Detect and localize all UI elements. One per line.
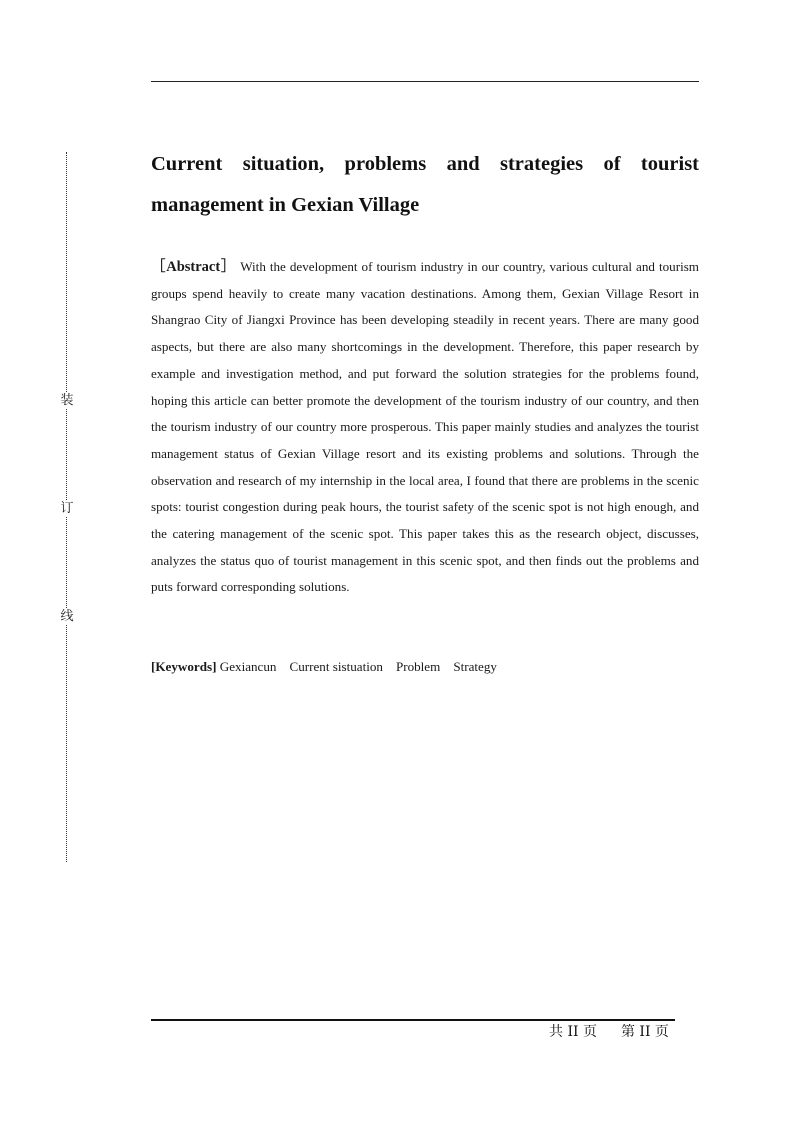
total-pages: 共 II 页 [549, 1024, 597, 1040]
abstract-paragraph [151, 254, 699, 601]
binding-char-xian: 线 [57, 609, 77, 625]
binding-char-ding: 订 [57, 501, 77, 517]
header-rule [151, 81, 699, 82]
keyword-item: Gexiancun [219, 659, 277, 674]
page-info [549, 1022, 669, 1042]
keyword-item: Problem [395, 659, 441, 674]
keywords-line [151, 656, 699, 678]
keywords-label: [Keywords] [151, 659, 217, 674]
current-page: 第 II 页 [620, 1024, 669, 1040]
paper-title: Current situation, problems and strategies of tourist management in Gexian Village [151, 153, 699, 216]
binding-char-zhuang: 装 [57, 393, 77, 409]
abstract-text: With the development of tourism industry in our country, various cultural and tourism groups spend heavily to create many vacation destinations. Among them, Gexian Village Resort in Shangrao City of Jiangxi Province has been developing steadily in recent years. There are many good aspects, but there are also many shortcomings in the development. Therefore, this paper research by example and investigation method, and put forward the solution strategies for the problems found, hoping this article can better promote the development of the tourism industry of our country, and then the tourism industry of our country more prosperous. This paper mainly studies and analyzes the tourist management status of Gexian Village resort and its existing problems and solutions. Through the observation and research of my internship in the local area, I found that there are problems in the scenic spots: tourist congestion during peak hours, the tourist safety of the scenic spot is not high enough, and the catering management of the scenic spot. This paper takes this as the research object, discusses, analyzes the status quo of tourist management in this scenic spot, and then finds out the problems and puts forward corresponding solutions. [151, 259, 699, 595]
footer-rule [151, 1019, 675, 1021]
binding-line [57, 152, 77, 862]
abstract-label: ［Abstract］ [151, 259, 237, 275]
keyword-item: Strategy [453, 659, 497, 674]
keyword-item: Current sistuation [289, 659, 383, 674]
